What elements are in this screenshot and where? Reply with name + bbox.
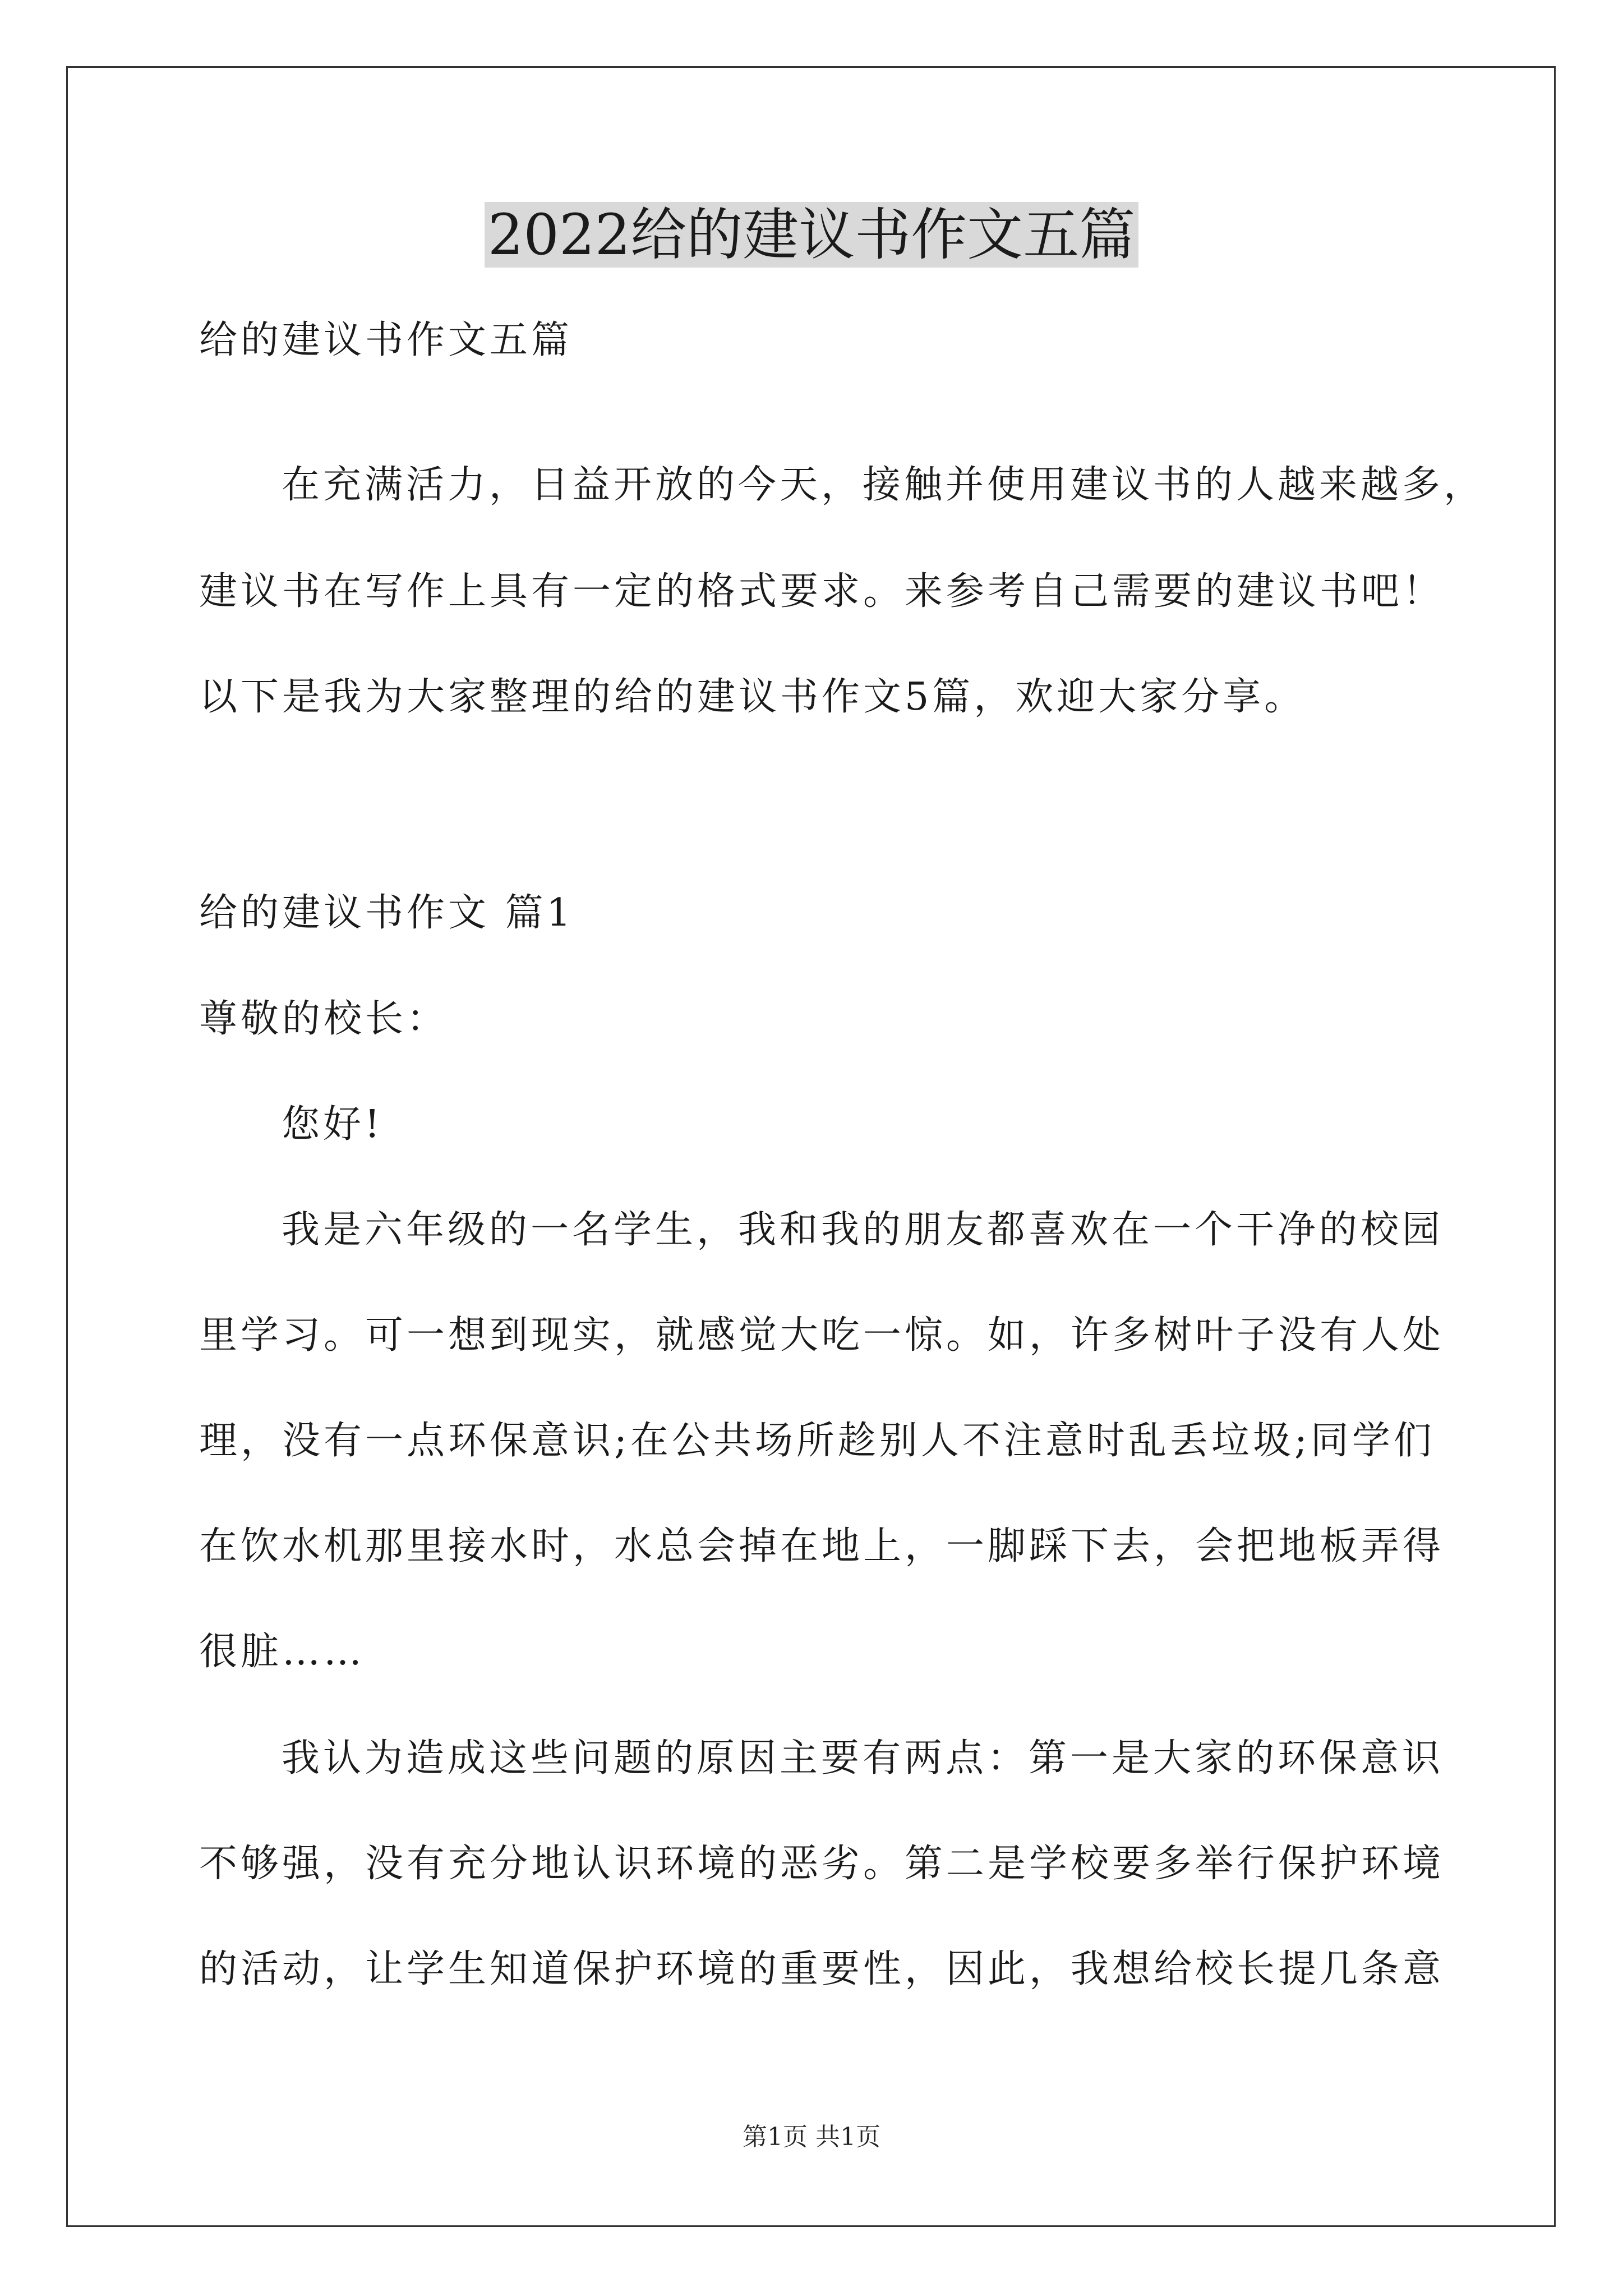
paragraph1-line-5: 很脏……	[199, 1630, 366, 1674]
paragraph2-line-2: 不够强，没有充分地认识环境的恶劣。第二是学校要多举行保护环境	[199, 1842, 1445, 1886]
paragraph1-line-4: 在饮水机那里接水时，水总会掉在地上，一脚踩下去，会把地板弄得	[199, 1524, 1445, 1568]
paragraph2-line-1: 我认为造成这些问题的原因主要有两点：第一是大家的环保意识	[282, 1736, 1444, 1780]
page-footer: 第1页 共1页	[743, 2123, 880, 2151]
paragraph1-line-2: 里学习。可一想到现实，就感觉大吃一惊。如，许多树叶子没有人处	[199, 1313, 1445, 1358]
paragraph2-line-3: 的活动，让学生知道保护环境的重要性，因此，我想给校长提几条意	[199, 1947, 1445, 1991]
greeting: 您好!	[282, 1102, 384, 1147]
paragraph1-line-3: 理，没有一点环保意识;在公共场所趁别人不注意时乱丢垃圾;同学们	[199, 1419, 1435, 1463]
subtitle: 给的建议书作文五篇	[199, 318, 573, 362]
salutation: 尊敬的校长：	[199, 997, 449, 1041]
paragraph1-line-1: 我是六年级的一名学生，我和我的朋友都喜欢在一个干净的校园	[282, 1208, 1444, 1252]
section-heading: 给的建议书作文 篇1	[199, 891, 574, 935]
document-title: 2022给的建议书作文五篇	[0, 199, 1623, 272]
intro-line-3: 以下是我为大家整理的给的建议书作文5篇，欢迎大家分享。	[199, 675, 1306, 719]
intro-line-2: 建议书在写作上具有一定的格式要求。来参考自己需要的建议书吧！	[199, 569, 1445, 614]
intro-line-1: 在充满活力，日益开放的今天，接触并使用建议书的人越来越多，	[282, 463, 1486, 507]
